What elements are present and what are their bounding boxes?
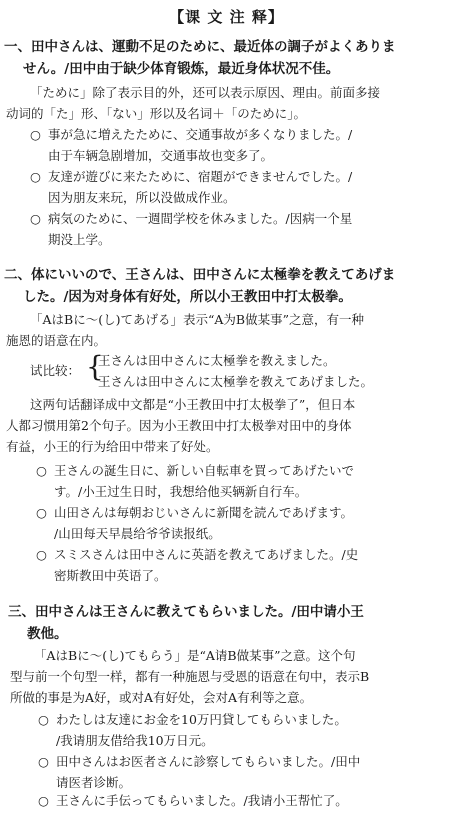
example-translation: 因为朋友来玩，所以没做成作业。: [48, 190, 236, 205]
section-2-example-1: [36, 460, 354, 502]
section-1-heading: [4, 36, 450, 80]
comparison-sentence-2: 王さんは田中さんに太極拳を教えてあげました。: [98, 374, 374, 389]
example-text: 王さんに手伝ってもらいました。/我请小王帮忙了。: [56, 793, 348, 808]
comparison-sentence-1: 王さんは田中さんに太極拳を教えました。: [98, 353, 336, 368]
example-text: わたしは友達にお金を10万円貸してもらいました。: [56, 712, 347, 727]
section-1-heading-line2: せん。/田中由于缺少体育锻炼，最近身体状况不佳。: [23, 61, 340, 77]
bullet-circle-icon: ○: [38, 754, 49, 769]
section-2-para-line4: 人都习惯用第2个句子。因为小王教田中打太极拳对田中的身体: [6, 418, 352, 433]
bullet-circle-icon: ○: [30, 127, 41, 142]
section-2-heading-line1: 二、体にいいので、王さんは、田中さんに太極拳を教えてあげま: [4, 267, 396, 283]
section-1-example-2: [30, 166, 352, 208]
bullet-circle-icon: ○: [38, 793, 49, 808]
section-2-example-2: [36, 502, 353, 544]
section-2-para-line1: 「AはBに〜(し)てあげる」表示“A为B做某事”之意，有一种: [30, 312, 364, 327]
section-2-para-line3: 这两句话翻译成中文都是“小王教田中打太极拳了”，但日本: [30, 397, 356, 412]
example-text: 事が急に増えたために、交通事故が多くなりました。/: [48, 127, 353, 142]
section-2-para-line2: 施恩的语意在内。: [6, 333, 107, 348]
section-2-heading-line2: した。/因为对身体有好处，所以小王教田中打太极拳。: [23, 289, 352, 305]
section-1-heading-line1: 一、田中さんは、運動不足のために、最近体の調子がよくありま: [4, 39, 396, 55]
section-3-example-2: [38, 751, 360, 793]
page-title: 【课 文 注 释】: [169, 8, 284, 26]
section-3-heading: [8, 601, 453, 645]
section-3-heading-line2: 教他。: [27, 626, 68, 642]
example-translation: 由于车辆急剧增加，交通事故也变多了。: [48, 148, 274, 163]
section-1-example-1: [30, 124, 352, 166]
example-translation: 密斯教田中英语了。: [54, 568, 167, 583]
example-text: スミスさんは田中さんに英語を教えてあげました。/史: [54, 547, 359, 562]
bullet-circle-icon: ○: [30, 211, 41, 226]
section-1-para-line2: 动词的「た」形、「ない」形以及名词＋「のために」。: [6, 106, 307, 121]
example-translation: /山田每天早晨给爷爷读报纸。: [54, 526, 221, 541]
example-translation: す。/小王过生日时，我想给他买辆新自行车。: [54, 484, 308, 499]
bullet-circle-icon: ○: [38, 712, 49, 727]
example-translation: 期没上学。: [48, 232, 111, 247]
section-3-para-line1: 「AはBに〜(し)てもらう」是“A请B做某事”之意。这个句: [34, 648, 356, 663]
section-2-para-line5: 有益，小王的行为给田中带来了好处。: [6, 439, 219, 454]
section-3-heading-line1: 三、田中さんは王さんに教えてもらいました。/田中请小王: [8, 604, 364, 620]
brace-icon: {: [86, 350, 104, 383]
bullet-circle-icon: ○: [36, 463, 47, 478]
example-translation: 请医者诊断。: [56, 775, 132, 790]
example-text: 山田さんは毎朝おじいさんに新聞を読んであげます。: [54, 505, 354, 520]
bullet-circle-icon: ○: [36, 505, 47, 520]
comparison-label: 试比较：: [30, 363, 81, 378]
section-3-para-line3: 所做的事是为A好，或对A有好处，会对A有利等之意。: [10, 690, 313, 705]
section-2-heading: [4, 264, 450, 308]
bullet-circle-icon: ○: [36, 547, 47, 562]
section-2-example-3: [36, 544, 358, 586]
example-text: 田中さんはお医者さんに診察してもらいました。/田中: [56, 754, 361, 769]
section-3-example-3: [38, 790, 348, 811]
section-3-example-1: [38, 709, 347, 751]
section-3-para-line2: 型与前一个句型一样，都有一种施恩与受恩的语意在句中，表示B: [10, 669, 370, 684]
example-text: 病気のために、一週間学校を休みました。/因病一个星: [48, 211, 353, 226]
section-1-para-line1: 「ために」除了表示目的外，还可以表示原因、理由。前面多接: [30, 85, 381, 100]
example-translation: /我请朋友借给我10万日元。: [56, 733, 214, 748]
example-text: 友達が遊びに来たために、宿題ができませんでした。/: [48, 169, 353, 184]
example-text: 王さんの誕生日に、新しい自転車を買ってあげたいで: [54, 463, 355, 478]
section-1-example-3: [30, 208, 352, 250]
bullet-circle-icon: ○: [30, 169, 41, 184]
